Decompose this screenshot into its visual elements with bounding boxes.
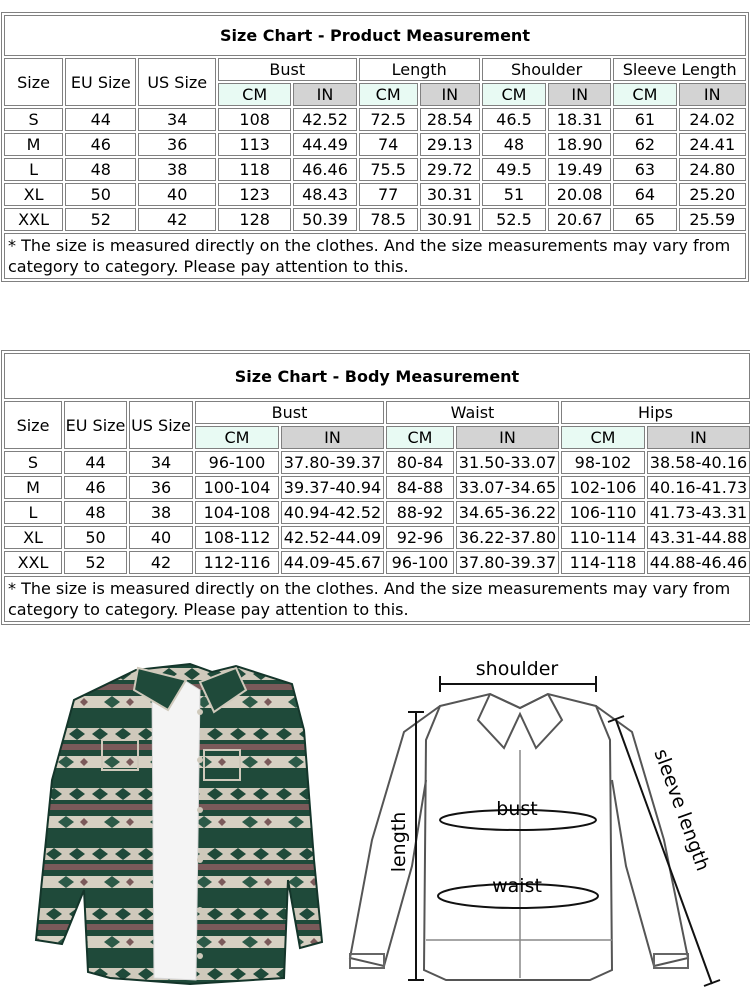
cell-length-cm: 72.5: [359, 108, 418, 131]
cell-shoulder-in: 18.90: [548, 133, 611, 156]
cell-bust-cm: 112-116: [195, 551, 279, 574]
col-header-eu-size: EU Size: [64, 401, 127, 449]
table-row: [4, 158, 746, 181]
cell-bust-in: 40.94-42.52: [281, 501, 384, 524]
table-row: [4, 208, 746, 231]
cell-sleeve-in: 24.02: [679, 108, 747, 131]
table-row: [4, 108, 746, 131]
cell-hips-cm: 106-110: [561, 501, 645, 524]
table-row: [4, 476, 750, 499]
cell-hips-cm: 98-102: [561, 451, 645, 474]
cell-bust-cm: 108: [218, 108, 291, 131]
cell-hips-cm: 102-106: [561, 476, 645, 499]
cell-size: M: [4, 133, 63, 156]
cell-eu: 46: [64, 476, 127, 499]
cell-eu: 48: [64, 501, 127, 524]
unit-in: IN: [548, 83, 611, 106]
cell-eu: 50: [64, 526, 127, 549]
cell-size: XXL: [4, 208, 63, 231]
cell-sleeve-cm: 61: [613, 108, 676, 131]
shirt-photo: [36, 664, 322, 984]
diagram-label-bust: bust: [496, 798, 538, 820]
product-measurement-table: [1, 12, 749, 282]
cell-us: 40: [138, 183, 215, 206]
cell-shoulder-cm: 49.5: [482, 158, 546, 181]
unit-in: IN: [456, 426, 559, 449]
cell-bust-cm: 104-108: [195, 501, 279, 524]
cell-waist-cm: 88-92: [386, 501, 454, 524]
cell-shoulder-cm: 51: [482, 183, 546, 206]
cell-sleeve-in: 24.80: [679, 158, 747, 181]
cell-waist-cm: 84-88: [386, 476, 454, 499]
unit-cm: CM: [359, 83, 418, 106]
cell-shoulder-cm: 48: [482, 133, 546, 156]
cell-bust-in: 44.09-45.67: [281, 551, 384, 574]
cell-size: M: [4, 476, 62, 499]
unit-cm: CM: [195, 426, 279, 449]
unit-cm: CM: [482, 83, 546, 106]
cell-waist-cm: 92-96: [386, 526, 454, 549]
cell-shoulder-in: 19.49: [548, 158, 611, 181]
cell-us: 36: [138, 133, 215, 156]
unit-in: IN: [420, 83, 480, 106]
cell-size: S: [4, 108, 63, 131]
cell-waist-in: 36.22-37.80: [456, 526, 559, 549]
cell-hips-in: 43.31-44.88: [647, 526, 750, 549]
table-title: Size Chart - Body Measurement: [4, 353, 750, 399]
cell-length-cm: 78.5: [359, 208, 418, 231]
cell-length-in: 29.72: [420, 158, 480, 181]
cell-sleeve-cm: 62: [613, 133, 676, 156]
cell-bust-in: 37.80-39.37: [281, 451, 384, 474]
cell-length-cm: 75.5: [359, 158, 418, 181]
cell-waist-cm: 80-84: [386, 451, 454, 474]
cell-bust-in: 42.52: [293, 108, 356, 131]
cell-shoulder-cm: 46.5: [482, 108, 546, 131]
cell-us: 42: [138, 208, 215, 231]
body-measurement-table: [1, 350, 750, 625]
table-row: [4, 526, 750, 549]
col-header-size: Size: [4, 58, 63, 106]
cell-eu: 50: [65, 183, 136, 206]
cell-hips-in: 38.58-40.16: [647, 451, 750, 474]
cell-hips-cm: 110-114: [561, 526, 645, 549]
cell-bust-in: 42.52-44.09: [281, 526, 384, 549]
cell-hips-in: 44.88-46.46: [647, 551, 750, 574]
cell-waist-in: 34.65-36.22: [456, 501, 559, 524]
cell-sleeve-cm: 63: [613, 158, 676, 181]
cell-size: XL: [4, 526, 62, 549]
cell-bust-in: 44.49: [293, 133, 356, 156]
cell-sleeve-cm: 65: [613, 208, 676, 231]
cell-us: 40: [129, 526, 193, 549]
col-header-us-size: US Size: [129, 401, 193, 449]
unit-in: IN: [293, 83, 356, 106]
cell-bust-cm: 118: [218, 158, 291, 181]
unit-cm: CM: [218, 83, 291, 106]
cell-bust-in: 39.37-40.94: [281, 476, 384, 499]
cell-sleeve-in: 25.20: [679, 183, 747, 206]
col-header-bust: Bust: [195, 401, 384, 424]
cell-waist-in: 37.80-39.37: [456, 551, 559, 574]
cell-length-in: 30.91: [420, 208, 480, 231]
cell-eu: 48: [65, 158, 136, 181]
cell-bust-cm: 108-112: [195, 526, 279, 549]
col-header-size: Size: [4, 401, 62, 449]
cell-bust-in: 46.46: [293, 158, 356, 181]
cell-shoulder-in: 20.67: [548, 208, 611, 231]
cell-sleeve-in: 24.41: [679, 133, 747, 156]
cell-waist-in: 31.50-33.07: [456, 451, 559, 474]
diagram-label-waist: waist: [492, 875, 542, 897]
table-row: [4, 551, 750, 574]
cell-hips-cm: 114-118: [561, 551, 645, 574]
diagram-label-length: length: [388, 811, 410, 873]
cell-sleeve-cm: 64: [613, 183, 676, 206]
cell-bust-cm: 123: [218, 183, 291, 206]
cell-size: L: [4, 158, 63, 181]
cell-shoulder-cm: 52.5: [482, 208, 546, 231]
diagram-label-shoulder: shoulder: [475, 658, 559, 680]
col-header-us-size: US Size: [138, 58, 215, 106]
table-row: [4, 451, 750, 474]
cell-us: 42: [129, 551, 193, 574]
table-title: Size Chart - Product Measurement: [4, 15, 746, 56]
cell-eu: 52: [64, 551, 127, 574]
cell-length-in: 29.13: [420, 133, 480, 156]
cell-size: S: [4, 451, 62, 474]
col-header-bust: Bust: [218, 58, 357, 81]
cell-length-in: 30.31: [420, 183, 480, 206]
cell-bust-cm: 100-104: [195, 476, 279, 499]
cell-us: 38: [138, 158, 215, 181]
cell-hips-in: 41.73-43.31: [647, 501, 750, 524]
cell-size: XXL: [4, 551, 62, 574]
col-header-shoulder: Shoulder: [482, 58, 611, 81]
table-row: [4, 183, 746, 206]
cell-length-cm: 74: [359, 133, 418, 156]
cell-shoulder-in: 18.31: [548, 108, 611, 131]
cell-hips-in: 40.16-41.73: [647, 476, 750, 499]
cell-bust-cm: 128: [218, 208, 291, 231]
cell-eu: 44: [64, 451, 127, 474]
cell-bust-cm: 113: [218, 133, 291, 156]
cell-eu: 46: [65, 133, 136, 156]
unit-cm: CM: [386, 426, 454, 449]
unit-cm: CM: [613, 83, 676, 106]
unit-cm: CM: [561, 426, 645, 449]
col-header-length: Length: [359, 58, 480, 81]
cell-us: 36: [129, 476, 193, 499]
cell-length-in: 28.54: [420, 108, 480, 131]
cell-shoulder-in: 20.08: [548, 183, 611, 206]
cell-length-cm: 77: [359, 183, 418, 206]
cell-waist-in: 33.07-34.65: [456, 476, 559, 499]
col-header-sleeve-length: Sleeve Length: [613, 58, 746, 81]
cell-eu: 44: [65, 108, 136, 131]
cell-bust-in: 50.39: [293, 208, 356, 231]
cell-us: 34: [138, 108, 215, 131]
col-header-hips: Hips: [561, 401, 750, 424]
cell-bust-cm: 96-100: [195, 451, 279, 474]
cell-eu: 52: [65, 208, 136, 231]
cell-waist-cm: 96-100: [386, 551, 454, 574]
diagram-label-sleeve-length: sleeve length: [649, 746, 714, 874]
measurement-note: * The size is measured directly on the clothes. And the size measurements may vary from category to category. Please pay attention to this.: [4, 576, 750, 622]
unit-in: IN: [281, 426, 384, 449]
col-header-eu-size: EU Size: [65, 58, 136, 106]
cell-us: 38: [129, 501, 193, 524]
col-header-waist: Waist: [386, 401, 559, 424]
table-row: [4, 133, 746, 156]
cell-size: L: [4, 501, 62, 524]
table-row: [4, 501, 750, 524]
unit-in: IN: [679, 83, 747, 106]
cell-sleeve-in: 25.59: [679, 208, 747, 231]
cell-size: XL: [4, 183, 63, 206]
unit-in: IN: [647, 426, 750, 449]
measurement-note: * The size is measured directly on the clothes. And the size measurements may vary from category to category. Please pay attention to this.: [4, 233, 746, 279]
cell-bust-in: 48.43: [293, 183, 356, 206]
product-and-diagram: [0, 650, 750, 1000]
cell-us: 34: [129, 451, 193, 474]
